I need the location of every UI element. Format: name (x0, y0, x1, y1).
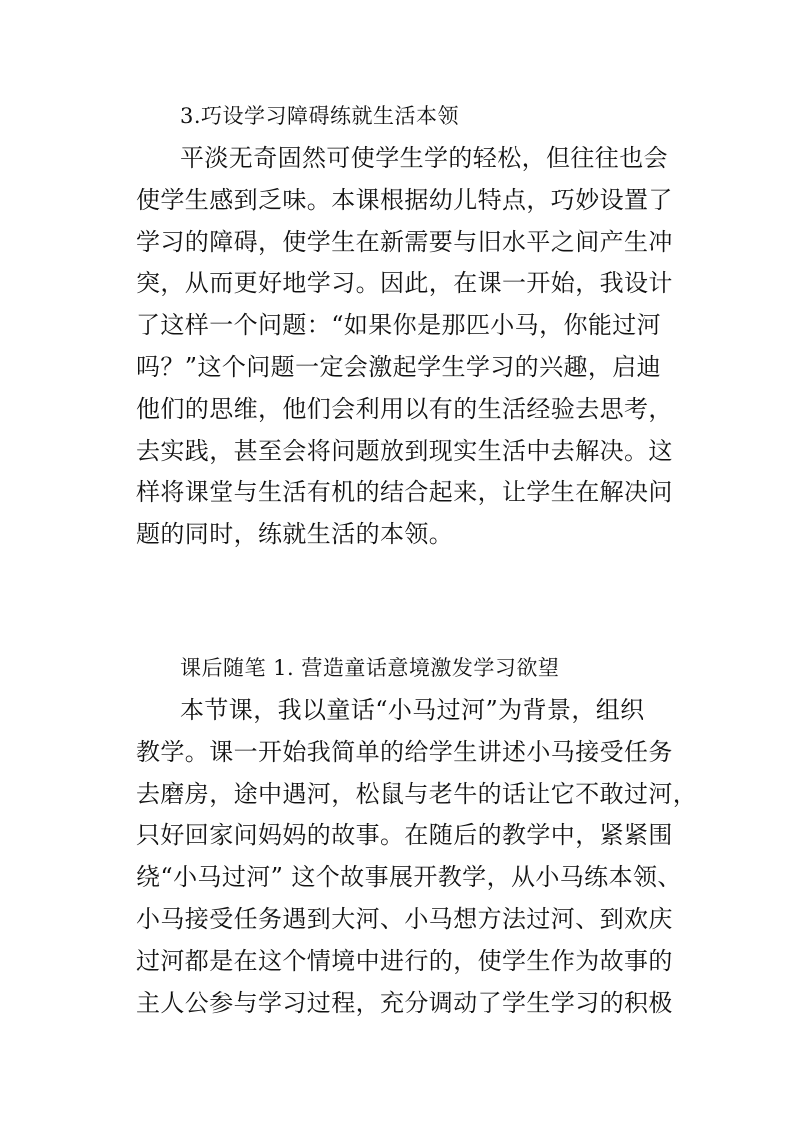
paragraph-line: 使学生感到乏味。本课根据幼儿特点，巧妙设置了 (136, 185, 673, 214)
paragraph-line: 他们的思维，他们会利用以有的生活经验去思考， (136, 394, 673, 423)
paragraph-line: 去磨房，途中遇河，松鼠与老牛的话让它不敢过河， (136, 779, 698, 808)
section-heading: 课后随笔 1. 营造童话意境激发学习欲望 (180, 656, 560, 680)
paragraph-line: 了这样一个问题：“如果你是那匹小马，你能过河 (136, 311, 662, 340)
paragraph-line: 小马接受任务遇到大河、小马想方法过河、到欢庆 (136, 904, 673, 933)
section-skill-building (136, 95, 673, 556)
paragraph (136, 138, 673, 556)
paragraph (136, 690, 698, 1024)
paragraph-line: 题的同时，练就生活的本领。 (136, 520, 454, 549)
paragraph-line: 本节课，我以童话“小马过河”为背景，组织 (180, 696, 645, 724)
section-afterclass-notes (136, 647, 698, 1024)
paragraph-line: 去实践，甚至会将问题放到现实生活中去解决。这 (136, 436, 673, 465)
paragraph-line: 教学。课一开始我简单的给学生讲述小马接受任务 (136, 737, 673, 766)
paragraph-line: 只好回家问妈妈的故事。在随后的教学中，紧紧围 (136, 821, 673, 850)
section-heading: 3.巧设学习障碍练就生活本领 (180, 104, 460, 128)
paragraph-line: 主人公参与学习过程，充分调动了学生学习的积极 (136, 988, 673, 1017)
paragraph-line: 突，从而更好地学习。因此，在课一开始，我设计 (136, 269, 673, 298)
paragraph-line: 吗？”这个问题一定会激起学生学习的兴趣，启迪 (136, 352, 662, 381)
paragraph-line: 过河都是在这个情境中进行的，使学生作为故事的 (136, 946, 673, 975)
paragraph-line: 绕“小马过河” 这个故事展开教学，从小马练本领、 (136, 863, 682, 892)
paragraph-line: 学习的障碍，使学生在新需要与旧水平之间产生冲 (136, 227, 673, 256)
paragraph-line: 平淡无奇固然可使学生学的轻松，但往往也会 (180, 144, 668, 172)
paragraph-line: 样将课堂与生活有机的结合起来，让学生在解决问 (136, 478, 673, 507)
